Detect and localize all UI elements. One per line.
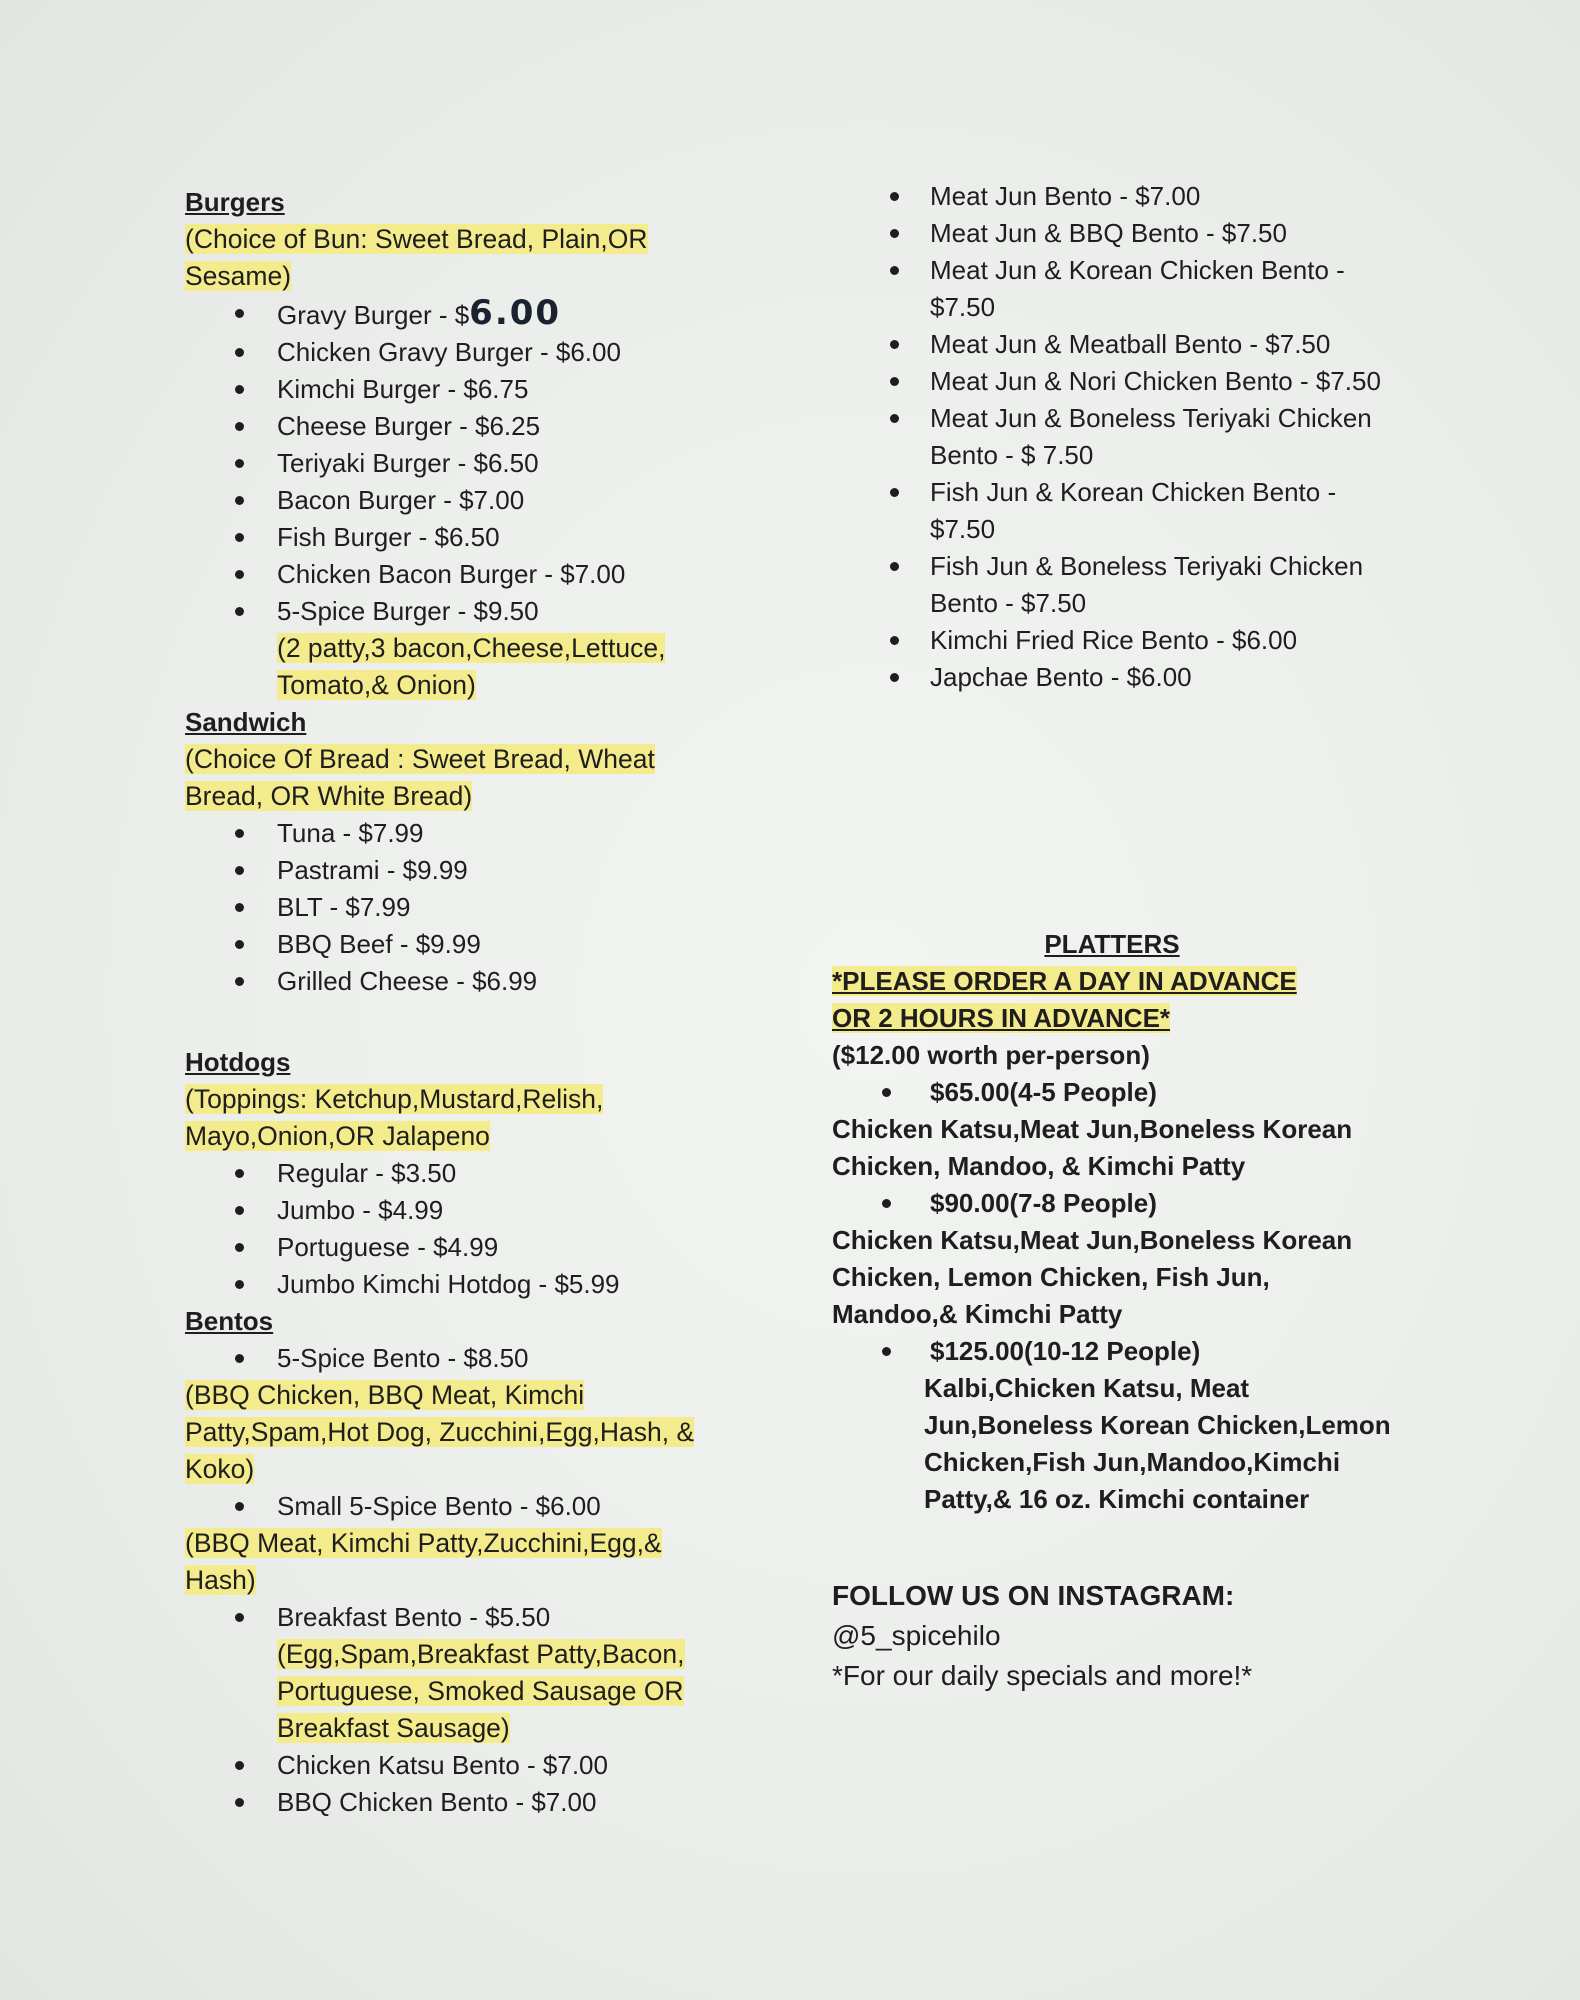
burgers-list (185, 295, 745, 630)
bentos-heading: Bentos (185, 1306, 274, 1336)
platter-description: Chicken Katsu,Meat Jun,Boneless Korean Chicken, Lemon Chicken, Fish Jun, Mandoo,& Kimchi Patty (832, 1225, 1353, 1329)
sandwich-list (185, 815, 745, 1000)
menu-item: Chicken Bacon Burger - $7.00 (185, 556, 745, 593)
instagram-handle: @5_spicehilo (832, 1620, 1001, 1651)
menu-item: Chicken Gravy Burger - $6.00 (185, 334, 745, 371)
breakfast-bento-note: (Egg,Spam,Breakfast Patty,Bacon, Portuguese, Smoked Sausage OR Breakfast Sausage) (277, 1639, 685, 1743)
sandwich-heading: Sandwich (185, 707, 307, 737)
menu-item: Portuguese - $4.99 (185, 1229, 745, 1266)
burgers-bun-note: (Choice of Bun: Sweet Bread, Plain,OR Sesame) (185, 224, 648, 291)
hotdogs-heading: Hotdogs (185, 1047, 291, 1077)
menu-item: Breakfast Bento - $5.50 (185, 1599, 745, 1636)
menu-item: Tuna - $7.99 (185, 815, 745, 852)
platters-worth: ($12.00 worth per-person) (832, 1040, 1150, 1070)
menu-item: Gravy Burger - $6.00 (185, 295, 745, 334)
platters-list (832, 1074, 1402, 1518)
menu-item: Pastrami - $9.99 (185, 852, 745, 889)
platter-option-2 (832, 1185, 1402, 1222)
bentos-list-left (185, 1340, 745, 1377)
platter-price: $90.00(7-8 People) (832, 1185, 1402, 1222)
menu-item: Fish Jun & Korean Chicken Bento - $7.50 (832, 474, 1392, 548)
menu-item: Meat Jun & Meatball Bento - $7.50 (832, 326, 1392, 363)
menu-item: 5-Spice Burger - $9.50 (185, 593, 745, 630)
platter-price: $65.00(4-5 People) (832, 1074, 1402, 1111)
five-spice-burger-note: (2 patty,3 bacon,Cheese,Lettuce, Tomato,& Onion) (277, 633, 666, 700)
menu-item: Bacon Burger - $7.00 (185, 482, 745, 519)
instagram-tagline: *For our daily specials and more!* (832, 1660, 1253, 1691)
five-spice-bento-note: (BBQ Chicken, BBQ Meat, Kimchi Patty,Spam,Hot Dog, Zucchini,Egg,Hash, & Koko) (185, 1380, 695, 1484)
menu-item: Cheese Burger - $6.25 (185, 408, 745, 445)
burgers-heading: Burgers (185, 187, 285, 217)
menu-item: Meat Jun & BBQ Bento - $7.50 (832, 215, 1392, 252)
platter-option-3 (832, 1333, 1402, 1370)
small-bento-list (185, 1488, 745, 1525)
menu-item: Japchae Bento - $6.00 (832, 659, 1392, 696)
breakfast-bento-list (185, 1599, 745, 1636)
menu-item: Kimchi Burger - $6.75 (185, 371, 745, 408)
handwritten-price: 6.00 (469, 293, 562, 333)
platter-description: Kalbi,Chicken Katsu, Meat Jun,Boneless Korean Chicken,Lemon Chicken,Fish Jun,Mandoo,Kimchi Patty,& 16 oz. Kimchi container (924, 1373, 1391, 1514)
menu-item: Jumbo Kimchi Hotdog - $5.99 (185, 1266, 745, 1303)
menu-item: BBQ Chicken Bento - $7.00 (185, 1784, 745, 1821)
menu-item: Kimchi Fried Rice Bento - $6.00 (832, 622, 1392, 659)
right-column (832, 178, 1432, 1696)
menu-item: Meat Jun & Boneless Teriyaki Chicken Bento - $ 7.50 (832, 400, 1392, 474)
platter-price: $125.00(10-12 People) (832, 1333, 1402, 1370)
platter-option-1 (832, 1074, 1402, 1111)
menu-item: Grilled Cheese - $6.99 (185, 963, 745, 1000)
menu-item: BBQ Beef - $9.99 (185, 926, 745, 963)
left-column (185, 184, 745, 1821)
platter-description: Chicken Katsu,Meat Jun,Boneless Korean Chicken, Mandoo, & Kimchi Patty (832, 1114, 1353, 1181)
bentos-list-more (185, 1747, 745, 1821)
instagram-heading: FOLLOW US ON INSTAGRAM: (832, 1580, 1235, 1611)
menu-item: 5-Spice Bento - $8.50 (185, 1340, 745, 1377)
hotdogs-toppings-note: (Toppings: Ketchup,Mustard,Relish, Mayo,Onion,OR Jalapeno (185, 1084, 604, 1151)
menu-item: Jumbo - $4.99 (185, 1192, 745, 1229)
menu-item: Meat Jun Bento - $7.00 (832, 178, 1392, 215)
menu-item: Small 5-Spice Bento - $6.00 (185, 1488, 745, 1525)
platters-warning: *PLEASE ORDER A DAY IN ADVANCE (832, 966, 1297, 996)
menu-item: Fish Burger - $6.50 (185, 519, 745, 556)
menu-item: Meat Jun & Korean Chicken Bento - $7.50 (832, 252, 1392, 326)
small-bento-note: (BBQ Meat, Kimchi Patty,Zucchini,Egg,& Hash) (185, 1528, 662, 1595)
bentos-list-right (832, 178, 1392, 696)
sandwich-bread-note: (Choice Of Bread : Sweet Bread, Wheat Bread, OR White Bread) (185, 744, 655, 811)
platters-warning-2: OR 2 HOURS IN ADVANCE* (832, 1003, 1171, 1033)
platters-heading: PLATTERS (1044, 929, 1180, 959)
menu-item: BLT - $7.99 (185, 889, 745, 926)
menu-item: Fish Jun & Boneless Teriyaki Chicken Bento - $7.50 (832, 548, 1392, 622)
menu-item: Meat Jun & Nori Chicken Bento - $7.50 (832, 363, 1392, 400)
menu-item: Chicken Katsu Bento - $7.00 (185, 1747, 745, 1784)
hotdogs-list (185, 1155, 745, 1303)
menu-item: Teriyaki Burger - $6.50 (185, 445, 745, 482)
menu-item: Regular - $3.50 (185, 1155, 745, 1192)
